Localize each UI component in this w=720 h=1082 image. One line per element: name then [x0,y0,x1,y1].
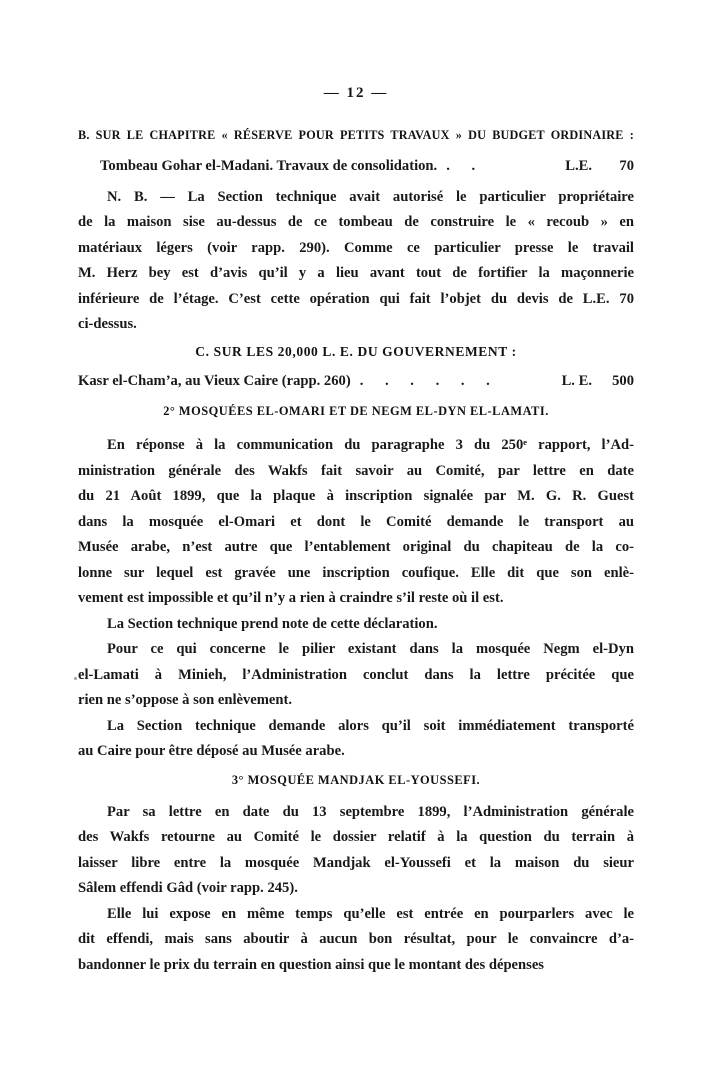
text-line: La Section technique prend note de cette déclaration. [107,615,438,632]
page-number: — 12 — [323,85,389,101]
text-line: de la maison sise au-dessus de ce tombeau de construire le « recoub » en [78,214,634,230]
section-heading-budget-b: B. SUR LE CHAPITRE « RÉSERVE POUR PETITS TRAVAUX » DU BUDGET ORDINAIRE : [78,128,634,142]
section-heading-3: 3° MOSQUÉE MANDJAK EL-YOUSSEFI. [231,772,481,787]
leader-dots: . . [446,158,485,174]
section-heading-budget-c: C. SUR LES 20,000 L. E. DU GOUVERNEMENT : [195,343,517,359]
text-line: dans la mosquée el-Omari et dont le Comité demande le transport au [78,513,634,530]
entry-amount: 70 [619,158,634,174]
paragraph-s2-1 [78,433,634,612]
budget-entry-tombeau [78,154,634,180]
paragraph-s2-2 [78,612,634,638]
entry-currency: L. E. [561,372,592,389]
text-line: Par sa lettre en date du 13 septembre 1899, l’Administration générale [107,803,634,820]
leader-dots: . . . . . . [359,372,499,389]
text-line: matériaux légers (voir rapp. 290). Comme ce particulier presse le travail [78,239,634,256]
text-line: laisser libre entre la mosquée Mandjak el-Youssefi et la maison du sieur [78,854,634,871]
paragraph-s3-2 [78,902,634,979]
scan-speck [74,677,77,680]
text-line: dit effendi, mais sans aboutir à aucun bon résultat, pour le convaincre d’a- [78,931,634,947]
entry-currency: L.E. [565,158,592,174]
text-line: Musée arabe, n’est autre que l’entablement original du chapiteau de la co- [78,539,634,555]
text-line: rien ne s’oppose à son enlèvement. [78,692,293,708]
text-line: inférieure de l’étage. C’est cette opération qui fait l’objet du devis de L.E. 70 [78,290,634,307]
text-line: Elle lui expose en même temps qu’elle est entrée en pourparlers avec le [107,905,634,922]
text-line: vement est impossible et qu’il n’y a rien à craindre s’il reste où il est. [78,590,504,606]
section-heading-2: 2° MOSQUÉES EL-OMARI ET DE NEGM EL-DYN EL-LAMATI. [163,404,549,418]
budget-entry-kasr [78,369,634,395]
text-line: En réponse à la communication du paragraphe 3 du 250ᵉ rapport, l’Ad- [107,437,634,453]
text-line: M. Herz bey est d’avis qu’il y a lieu avant tout de fortifier la maçonnerie [78,265,634,281]
section-heading-budget-c-wrap [78,342,634,362]
text-line: Pour ce qui concerne le pilier existant dans la mosquée Negm el-Dyn [107,641,634,657]
paragraph-s3-1 [78,800,634,902]
entry-amount: 500 [612,372,634,389]
paragraph-s2-4 [78,714,634,765]
text-line: bandonner le prix du terrain en question ainsi que le montant des dépenses [78,956,544,973]
paragraph-nb-note [78,185,634,338]
text-line: lonne sur lequel est gravée une inscription coufique. Elle dit que son enlè- [78,564,634,581]
text-line: ci-dessus. [78,316,137,332]
text-line: el-Lamati à Minieh, l’Administration conclut dans la lettre précitée que [78,666,634,683]
text-line: N. B. — La Section technique avait autorisé le particulier propriétaire [107,188,634,205]
entry-label: Tombeau Gohar el-Madani. Travaux de consolidation. [100,158,438,174]
entry-label: Kasr el-Cham’a, au Vieux Caire (rapp. 260) [78,372,351,389]
text-line: des Wakfs retourne au Comité le dossier relatif à la question du terrain à [78,829,634,845]
text-line: ministration générale des Wakfs fait savoir au Comité, par lettre en date [78,462,634,479]
text-line: Sâlem effendi Gâd (voir rapp. 245). [78,880,298,896]
paragraph-s2-3 [78,637,634,714]
text-line: au Caire pour être déposé au Musée arabe. [78,743,345,759]
page-content [78,84,634,978]
text-line: du 21 Août 1899, que la plaque à inscription signalée par M. G. R. Guest [78,488,634,504]
text-line: La Section technique demande alors qu’il soit immédiatement transporté [107,717,634,734]
